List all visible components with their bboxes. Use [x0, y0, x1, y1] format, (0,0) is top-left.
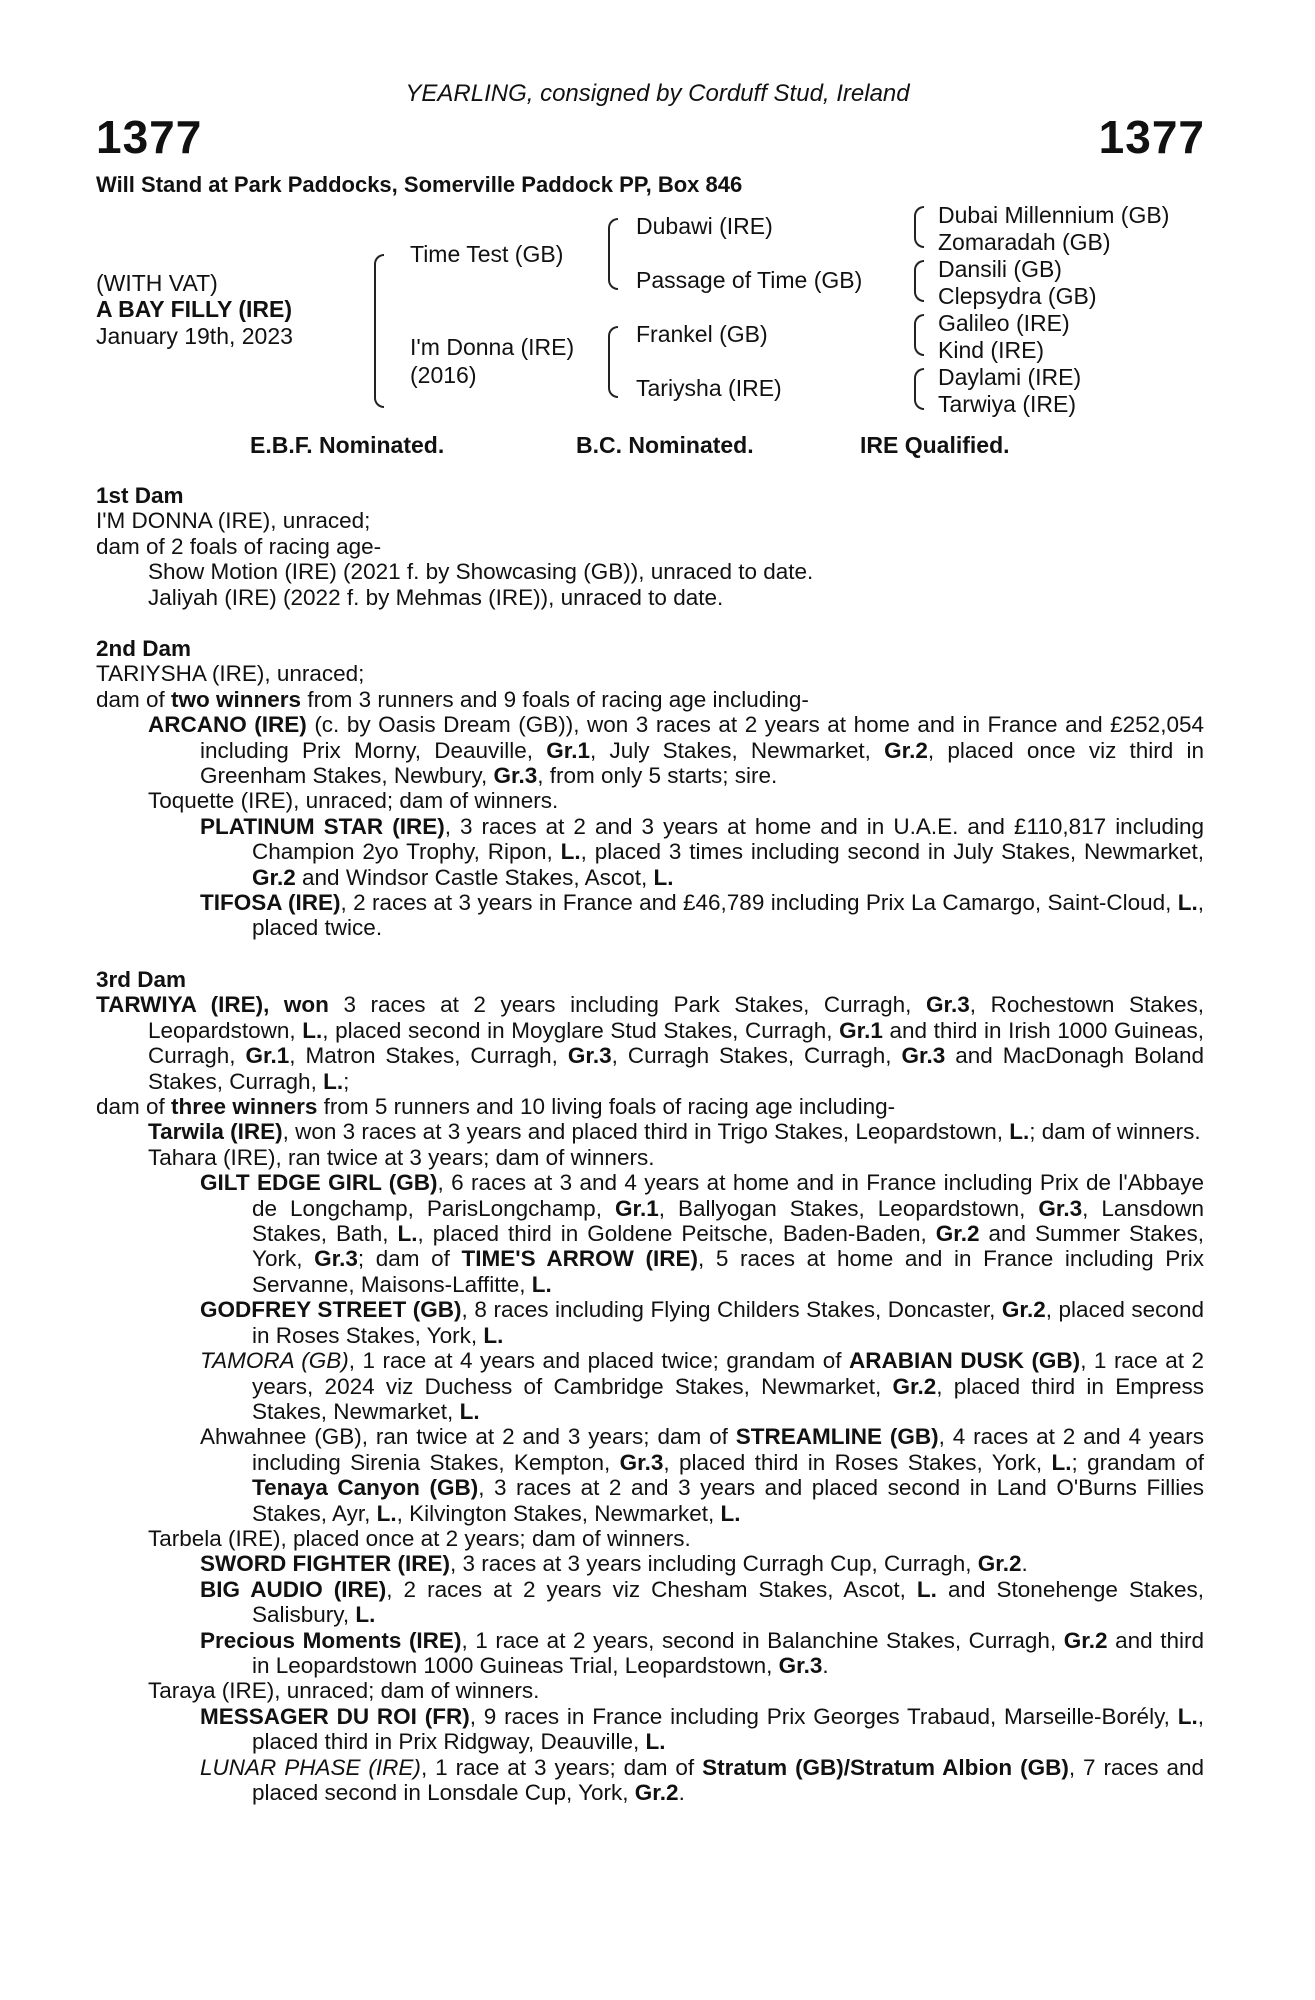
g-brace-3: [914, 314, 924, 356]
produce-entry-sword-fighter: SWORD FIGHTER (IRE), 3 races at 3 years including Curragh Cup, Curragh, Gr.2.: [200, 1551, 1028, 1577]
produce-entry-tarbela: Tarbela (IRE), placed once at 2 years; dam of winners.: [148, 1525, 691, 1551]
sire-dam: Passage of Time (GB): [636, 267, 863, 293]
produce-entry-ahwahnee: Ahwahnee (GB), ran twice at 2 and 3 years; dam of STREAMLINE (GB), 4 races at 2 and 4 years including Sirenia Stakes, Kempton, Gr.3, placed third in Roses Stakes, York, L.; grandam of Tenaya Canyon (GB), 3 races at 2 and 3 years and placed second in Land O'Burns Fillies Stakes, Ayr, L., Kilvington Stakes, Newmarket, L.: [200, 1424, 1205, 1526]
third-dam-section: [96, 967, 1204, 1805]
produce-entry-messager-du-roi: MESSAGER DU ROI (FR), 9 races in France including Prix Georges Trabaud, Marseille-Borély, L., placed third in Prix Ridgway, Deauville, L.: [200, 1703, 1204, 1755]
produce-entry-tarwila: Tarwila (IRE), won 3 races at 3 years and placed third in Trigo Stakes, Leopardstown, L.; dam of winners.: [148, 1119, 1201, 1145]
second-dam-section: [96, 636, 1204, 941]
dam-parents-brace: [608, 326, 618, 398]
first-dam-line: I'M DONNA (IRE), unraced;: [96, 508, 371, 534]
third-dam-record: dam of three winners from 5 runners and 10 living foals of racing age including-: [96, 1094, 896, 1120]
stand-location: Will Stand at Park Paddocks, Somerville Paddock PP, Box 846: [96, 172, 743, 197]
produce-entry: Show Motion (IRE) (2021 f. by Showcasing (GB)), unraced to date.: [148, 559, 814, 585]
produce-entry-big-audio: BIG AUDIO (IRE), 2 races at 2 years viz Chesham Stakes, Ascot, L. and Stonehenge Stakes, Salisbury, L.: [200, 1576, 1204, 1628]
produce-entry-platinum-star: PLATINUM STAR (IRE), 3 races at 2 and 3 years at home and in U.A.E. and £110,817 including Champion 2yo Trophy, Ripon, L., placed 3 times including second in July Stakes, Newmarket, Gr.2 and Windsor Castle Stakes, Ascot, L.: [200, 813, 1205, 890]
sire-dam-brace: [374, 254, 384, 408]
first-dam-foals: dam of 2 foals of racing age-: [96, 533, 382, 559]
vat-note: (WITH VAT): [96, 270, 218, 296]
produce-entry-lunar-phase: LUNAR PHASE (IRE), 1 race at 3 years; dam of Stratum (GB)/Stratum Albion (GB), 7 races and placed second in Lonsdale Cup, York, Gr.2.: [200, 1754, 1204, 1805]
g-brace-2: [914, 260, 924, 302]
grand-8: Tarwiya (IRE): [938, 391, 1077, 417]
sire: Time Test (GB): [410, 241, 564, 267]
first-dam-title: 1st Dam: [96, 483, 184, 508]
dam-sire: Frankel (GB): [636, 321, 768, 347]
second-dam-record: dam of two winners from 3 runners and 9 foals of racing age including-: [96, 686, 809, 712]
grand-4: Clepsydra (GB): [938, 283, 1097, 309]
third-dam-title: 3rd Dam: [96, 967, 187, 992]
produce-entry-tahara: Tahara (IRE), ran twice at 3 years; dam of winners.: [148, 1144, 655, 1170]
sire-sire: Dubawi (IRE): [636, 213, 773, 239]
g-brace-1: [914, 206, 924, 248]
produce-entry-taraya: Taraya (IRE), unraced; dam of winners.: [148, 1678, 540, 1704]
produce-entry-gilt-edge-girl: GILT EDGE GIRL (GB), 6 races at 3 and 4 years at home and in France including Prix de l'Abbaye de Longchamp, ParisLongchamp, Gr.1, Ballyogan Stakes, Leopardstown, Gr.3, Lansdown Stakes, Bath, L., placed third in Goldene Peitsche, Baden-Baden, Gr.2 and Summer Stakes, York, Gr.3; dam of TIME'S ARROW (IRE), 5 races at home and in France including Prix Servanne, Maisons-Laffitte, L.: [200, 1170, 1205, 1297]
produce-entry-arcano: ARCANO (IRE) (c. by Oasis Dream (GB)), won 3 races at 2 years at home and in France and £252,054 including Prix Morny, Deauville, Gr.1, July Stakes, Newmarket, Gr.2, placed once viz third in Greenham Stakes, Newbury, Gr.3, from only 5 starts; sire.: [148, 712, 1204, 789]
horse-name: A BAY FILLY (IRE): [96, 296, 292, 322]
produce-entry: Jaliyah (IRE) (2022 f. by Mehmas (IRE)), unraced to date.: [148, 584, 724, 610]
produce-entry-godfrey-street: GODFREY STREET (GB), 8 races including Flying Childers Stakes, Doncaster, Gr.2, placed second in Roses Stakes, York, L.: [200, 1297, 1204, 1348]
second-dam-title: 2nd Dam: [96, 636, 192, 661]
first-dam-section: [96, 483, 1204, 610]
sire-parents-brace: [608, 218, 618, 290]
third-dam-line: TARWIYA (IRE), won 3 races at 2 years including Park Stakes, Curragh, Gr.3, Rochestown Stakes, Leopardstown, L., placed second in Moyglare Stud Stakes, Curragh, Gr.1 and third in Irish 1000 Guineas, Curragh, Gr.1, Matron Stakes, Curragh, Gr.3, Curragh Stakes, Curragh, Gr.3 and MacDonagh Boland Stakes, Curragh, L.;: [96, 992, 1205, 1094]
dam-year: (2016): [410, 362, 477, 388]
produce-entry-toquette: Toquette (IRE), unraced; dam of winners.: [148, 788, 559, 814]
produce-entry-tamora: TAMORA (GB), 1 race at 4 years and placed twice; grandam of ARABIAN DUSK (GB), 1 race at 2 years, 2024 viz Duchess of Cambridge Stakes, Newmarket, Gr.2, placed third in Empress Stakes, Newmarket, L.: [200, 1348, 1204, 1424]
ire-qualification: IRE Qualified.: [860, 432, 1010, 458]
consignment-line: YEARLING, consigned by Corduff Stud, Ireland: [405, 80, 910, 107]
ebf-nomination: E.B.F. Nominated.: [250, 432, 445, 458]
grand-1: Dubai Millennium (GB): [938, 202, 1170, 228]
grand-2: Zomaradah (GB): [938, 229, 1111, 255]
bc-nomination: B.C. Nominated.: [576, 432, 754, 458]
grand-3: Dansili (GB): [938, 256, 1062, 282]
second-dam-line: TARIYSHA (IRE), unraced;: [96, 661, 365, 687]
grand-7: Daylami (IRE): [938, 364, 1082, 390]
grand-5: Galileo (IRE): [938, 310, 1070, 336]
dam: I'm Donna (IRE): [410, 334, 575, 360]
produce-entry-tifosa: TIFOSA (IRE), 2 races at 3 years in France and £46,789 including Prix La Camargo, Saint-Cloud, L., placed twice.: [200, 890, 1204, 941]
foaling-date: January 19th, 2023: [96, 323, 293, 349]
g-brace-4: [914, 368, 924, 410]
produce-entry-precious-moments: Precious Moments (IRE), 1 race at 2 years, second in Balanchine Stakes, Curragh, Gr.2 and third in Leopardstown 1000 Guineas Trial, Leopardstown, Gr.3.: [200, 1627, 1205, 1678]
dam-dam: Tariysha (IRE): [636, 375, 782, 401]
lot-number-right: 1377: [1098, 111, 1205, 163]
grand-6: Kind (IRE): [938, 337, 1045, 363]
lot-number-left: 1377: [96, 111, 203, 163]
